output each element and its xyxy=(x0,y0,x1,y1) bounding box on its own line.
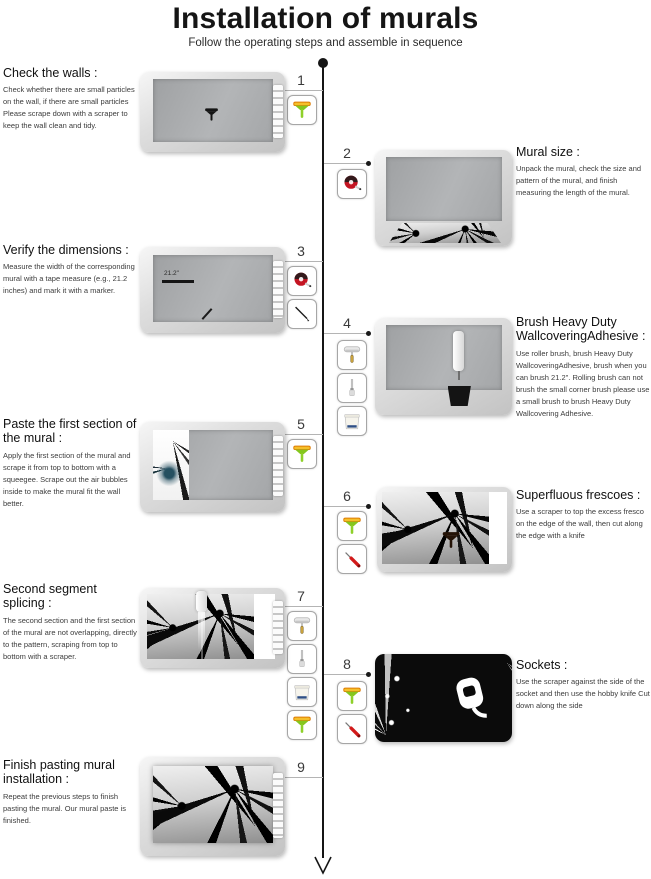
room-image-sockets xyxy=(375,654,512,742)
step-body: Use a scraper to top the excess fresco on the edge of the wall, then cut along the edge with a knife xyxy=(516,507,644,541)
step-number-3: 3 xyxy=(297,243,305,259)
unpapered-wall xyxy=(489,492,506,563)
room-image-superfluous-frescoes xyxy=(377,487,512,572)
adhesive-bucket-icon xyxy=(337,406,367,436)
squeegee-icon xyxy=(287,710,317,740)
step-text-check-walls xyxy=(3,66,140,132)
step-tools-3 xyxy=(287,266,317,329)
mural-surface xyxy=(382,492,489,563)
step-text-second-segment xyxy=(3,582,140,663)
squeegee-icon xyxy=(337,681,367,711)
small-brush-icon xyxy=(337,373,367,403)
paint-roller xyxy=(453,331,464,372)
mural-on-floor xyxy=(389,223,501,243)
room-back-wall xyxy=(382,492,506,563)
step-heading: Check the walls : xyxy=(3,66,98,80)
step-text-sockets xyxy=(516,658,651,712)
page-subtitle: Follow the operating steps and assemble in sequence xyxy=(188,37,463,49)
roller-streak xyxy=(198,612,206,650)
page-title: Installation of murals xyxy=(172,2,479,35)
step-heading: Finish pasting mural installation : xyxy=(3,758,115,787)
room-image-brush-adhesive xyxy=(375,318,512,415)
room-image-finished xyxy=(140,757,285,856)
step-heading: Paste the first section of the mural : xyxy=(3,417,137,446)
step-heading: Mural size : xyxy=(516,145,580,159)
step-connector-dot-2 xyxy=(366,161,371,166)
tape-measure-icon xyxy=(287,266,317,296)
step-tools-7 xyxy=(287,611,317,740)
step-text-brush-adhesive xyxy=(516,315,651,420)
step-connector-dot-4 xyxy=(366,331,371,336)
roller-brush-icon xyxy=(287,611,317,641)
hobby-knife-icon xyxy=(337,544,367,574)
tape-measure-icon xyxy=(337,169,367,199)
room-back-wall xyxy=(386,157,502,221)
squeegee-icon xyxy=(287,439,317,469)
step-number-5: 5 xyxy=(297,416,305,432)
room-back-wall xyxy=(153,255,273,322)
room-image-paste-first-section xyxy=(140,422,285,512)
step-connector-7 xyxy=(280,606,323,607)
step-tools-8 xyxy=(337,681,367,744)
step-connector-9 xyxy=(280,777,323,778)
step-body: Unpack the mural, check the size and pattern of the mural, and finish measuring the length of the mural. xyxy=(516,164,642,198)
adhesive-bucket-icon xyxy=(287,677,317,707)
room-back-wall xyxy=(153,430,273,500)
step-body: Apply the first section of the mural and scrape it from top to bottom with a squeegee. Scrape out the air bubbles inside to make the mural fit the wall better. xyxy=(3,450,131,508)
step-connector-6 xyxy=(324,506,367,507)
step-text-finish-pasting xyxy=(3,758,140,827)
step-heading: Sockets : xyxy=(516,658,568,672)
radiator xyxy=(273,601,282,654)
step-body: Measure the width of the corresponding mural with a tape measure (e.g., 21.2 inches) and mark it with a marker. xyxy=(3,262,135,296)
small-brush-icon xyxy=(287,644,317,674)
step-connector-5 xyxy=(280,434,323,435)
measurement-mark xyxy=(162,280,194,283)
squeegee-icon xyxy=(337,511,367,541)
adhesive-bucket xyxy=(448,386,471,406)
timeline-line xyxy=(322,62,324,858)
squeegee-icon xyxy=(287,95,317,125)
step-tools-2 xyxy=(337,169,367,199)
step-connector-8 xyxy=(324,674,367,675)
radiator xyxy=(273,773,282,838)
mural-first-strip xyxy=(153,430,189,500)
timeline-arrow-icon xyxy=(313,855,333,875)
step-connector-2 xyxy=(324,163,367,164)
step-heading: Superfluous frescoes : xyxy=(516,488,641,502)
step-text-verify-dimensions xyxy=(3,243,140,297)
step-text-mural-size xyxy=(516,145,651,199)
room-image-check-walls xyxy=(140,72,285,152)
hobby-knife-icon xyxy=(337,714,367,744)
paint-roller-handle xyxy=(458,371,460,380)
radiator xyxy=(273,436,282,495)
scraper-silhouette-icon xyxy=(440,529,462,551)
radiator xyxy=(273,85,282,138)
measurement-label: 21.2" xyxy=(164,270,179,277)
step-number-1: 1 xyxy=(297,72,305,88)
step-body: Use roller brush, brush Heavy Duty WallcoveringAdhesive, brush when you can brush 21.2". Rolling brush can not brush the small corner brush please use a small brush to brush Heavy Duty Wallcovering Adhesive. xyxy=(516,348,650,418)
roller-brush-icon xyxy=(337,340,367,370)
radiator xyxy=(273,261,282,318)
step-connector-dot-8 xyxy=(366,672,371,677)
step-tools-6 xyxy=(337,511,367,574)
step-number-8: 8 xyxy=(343,656,351,672)
room-back-wall xyxy=(386,325,502,390)
step-connector-1 xyxy=(280,90,323,91)
step-heading: Second segment splicing : xyxy=(3,582,97,611)
step-heading: Brush Heavy Duty WallcoveringAdhesive : xyxy=(516,315,646,344)
step-number-4: 4 xyxy=(343,315,351,331)
step-body: Use the scraper against the side of the socket and then use the hobby knife Cut down along the side xyxy=(516,677,650,711)
socket-silhouette xyxy=(441,668,501,728)
step-number-2: 2 xyxy=(343,145,351,161)
step-connector-3 xyxy=(280,261,323,262)
paint-roller xyxy=(196,591,207,612)
step-number-6: 6 xyxy=(343,488,351,504)
step-body: Repeat the previous steps to finish pasting the mural. Our mural paste is finished. xyxy=(3,791,126,825)
step-heading: Verify the dimensions : xyxy=(3,243,129,257)
step-text-superfluous-frescoes xyxy=(516,488,651,542)
unpapered-wall xyxy=(254,594,274,660)
mural-finished xyxy=(153,766,273,843)
step-number-9: 9 xyxy=(297,759,305,775)
room-image-second-segment xyxy=(140,588,285,668)
step-body: The second section and the first section of the mural are not overlapping, directly to the pattern, scraping from top to bottom with a scraper. xyxy=(3,615,137,661)
room-back-wall xyxy=(147,594,275,660)
step-number-7: 7 xyxy=(297,588,305,604)
step-body: Check whether there are small particles on the wall, if there are small particles Please scrape down with a scraper to keep the wall clean and tidy. xyxy=(3,85,135,131)
step-tools-4 xyxy=(337,340,367,436)
step-tools-5 xyxy=(287,439,317,469)
room-image-verify-dimensions xyxy=(140,247,285,333)
step-text-paste-first-section xyxy=(3,417,140,510)
room-image-mural-size xyxy=(375,150,512,246)
step-tools-1 xyxy=(287,95,317,125)
step-connector-dot-6 xyxy=(366,504,371,509)
marker-icon xyxy=(287,299,317,329)
step-connector-4 xyxy=(324,333,367,334)
scraper-silhouette-icon xyxy=(203,106,220,123)
